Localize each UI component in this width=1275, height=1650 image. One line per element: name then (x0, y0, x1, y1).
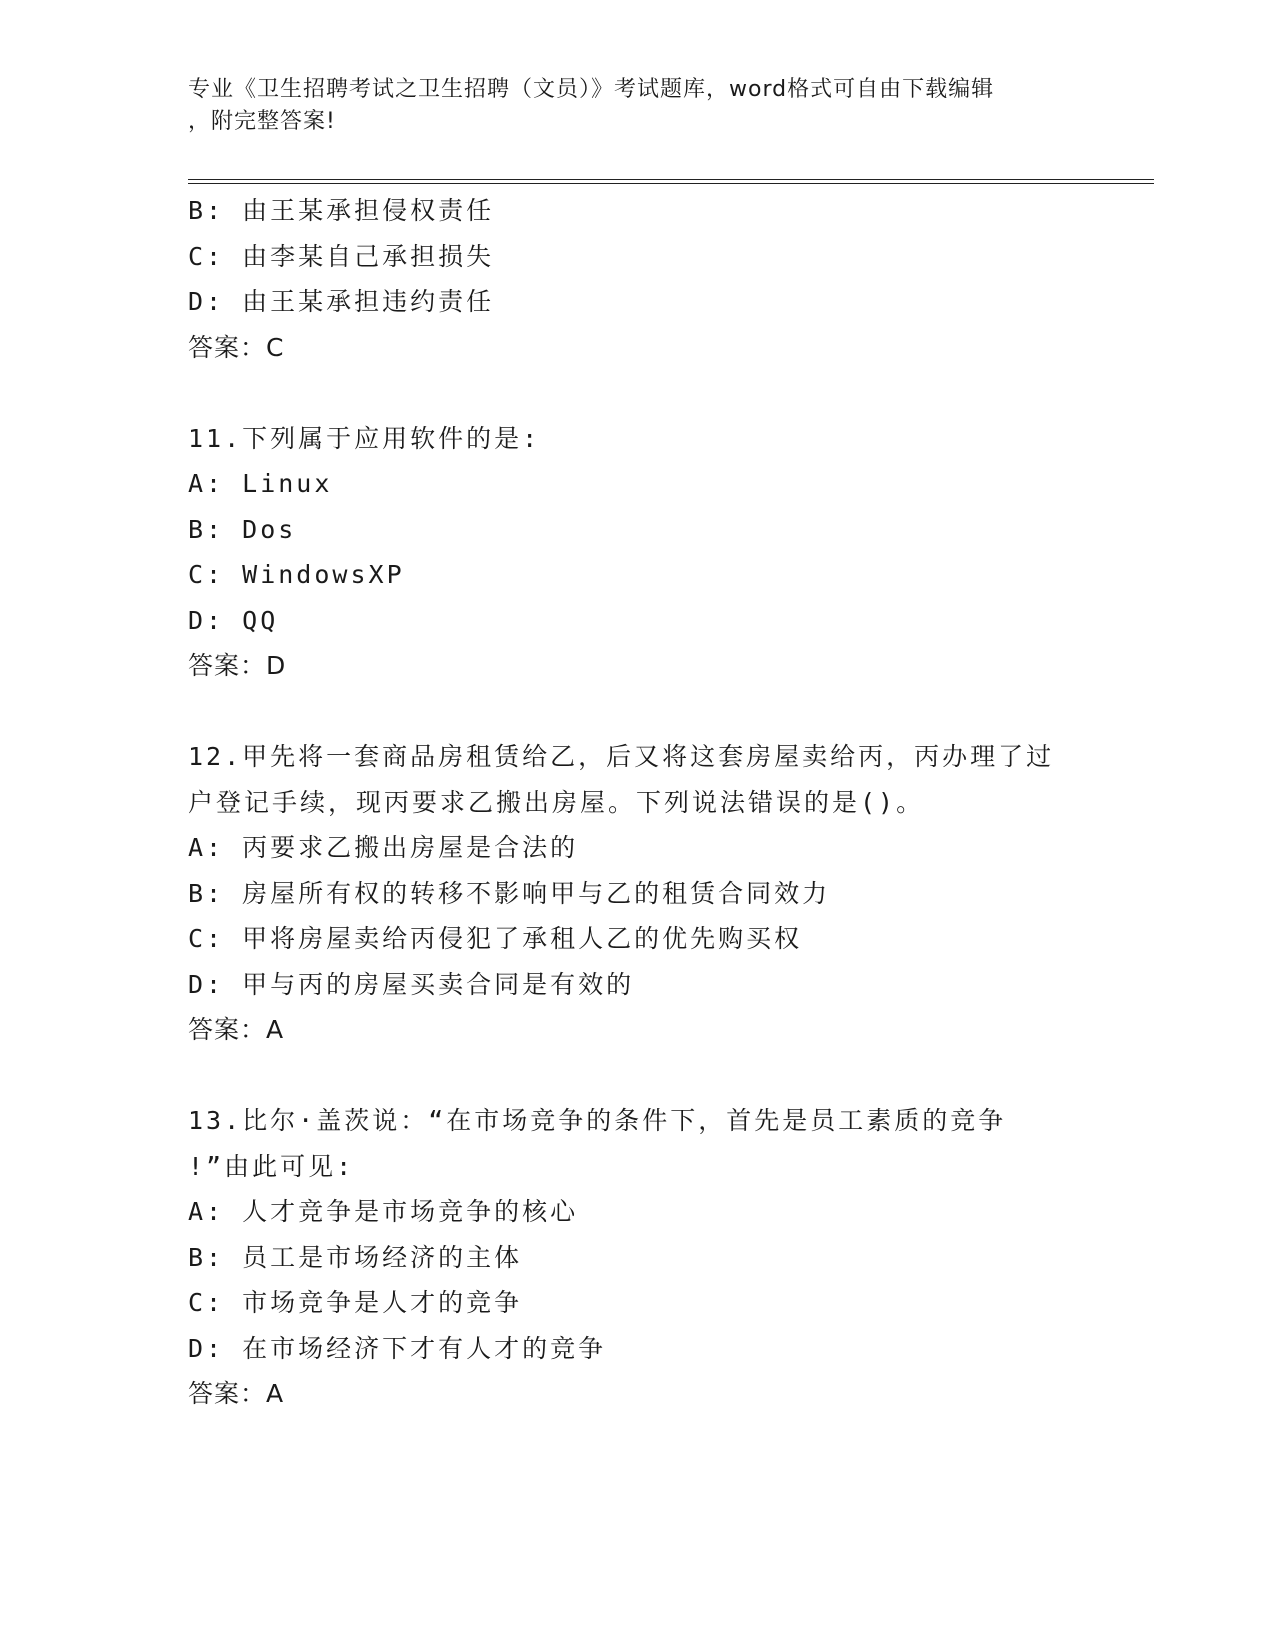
header-text-line1: 专业《卫生招聘考试之卫生招聘（文员）》考试题库，word格式可自由下载编辑 (188, 77, 995, 102)
option-c: C: 由李某自己承担损失 (188, 241, 495, 271)
option-d: D: 在市场经济下才有人才的竞争 (188, 1333, 607, 1363)
answer-text: 答案：A (188, 1379, 285, 1408)
option-c: C: 市场竞争是人才的竞争 (188, 1288, 523, 1317)
option-c: C: 甲将房屋卖给丙侵犯了承租人乙的优先购买权 (188, 924, 803, 953)
question-text: 11.下列属于应用软件的是: (188, 423, 541, 453)
answer-text: 答案：A (188, 1015, 285, 1044)
option-d: D: QQ (188, 605, 279, 635)
spacer (188, 1053, 1088, 1099)
question-list (188, 188, 1088, 1417)
option-b: B: 由王某承担侵权责任 (188, 196, 495, 225)
question-text-line2: !”由此可见: (188, 1151, 355, 1181)
answer-text: 答案：D (188, 651, 287, 680)
header-divider-bottom (188, 183, 1154, 184)
header-text-line2: ，附完整答案! (188, 109, 336, 134)
option-b: B: Dos (188, 514, 297, 544)
question-text-line2: 户登记手续，现丙要求乙搬出房屋。下列说法错误的是()。 (188, 787, 925, 817)
option-a: A: 人才竞争是市场竞争的核心 (188, 1197, 579, 1226)
option-a: A: 丙要求乙搬出房屋是合法的 (188, 833, 579, 862)
question-block-10 (188, 188, 1088, 370)
spacer (188, 689, 1088, 735)
document-header (188, 74, 1078, 138)
answer-text: 答案：C (188, 332, 285, 362)
option-b: B: 员工是市场经济的主体 (188, 1242, 523, 1272)
question-block-13 (188, 1098, 1088, 1417)
option-a: A: Linux (188, 469, 333, 498)
option-d: D: 甲与丙的房屋买卖合同是有效的 (188, 969, 635, 999)
spacer (188, 370, 1088, 416)
option-b: B: 房屋所有权的转移不影响甲与乙的租赁合同效力 (188, 878, 831, 908)
option-d: D: 由王某承担违约责任 (188, 287, 495, 316)
header-divider-top (188, 179, 1154, 180)
question-block-11 (188, 416, 1088, 689)
question-text-line1: 13.比尔·盖茨说：“在市场竞争的条件下，首先是员工素质的竞争 (188, 1106, 1007, 1135)
option-c: C: WindowsXP (188, 560, 405, 589)
question-block-12 (188, 734, 1088, 1053)
question-text-line1: 12.甲先将一套商品房租赁给乙，后又将这套房屋卖给丙，丙办理了过 (188, 742, 1055, 771)
